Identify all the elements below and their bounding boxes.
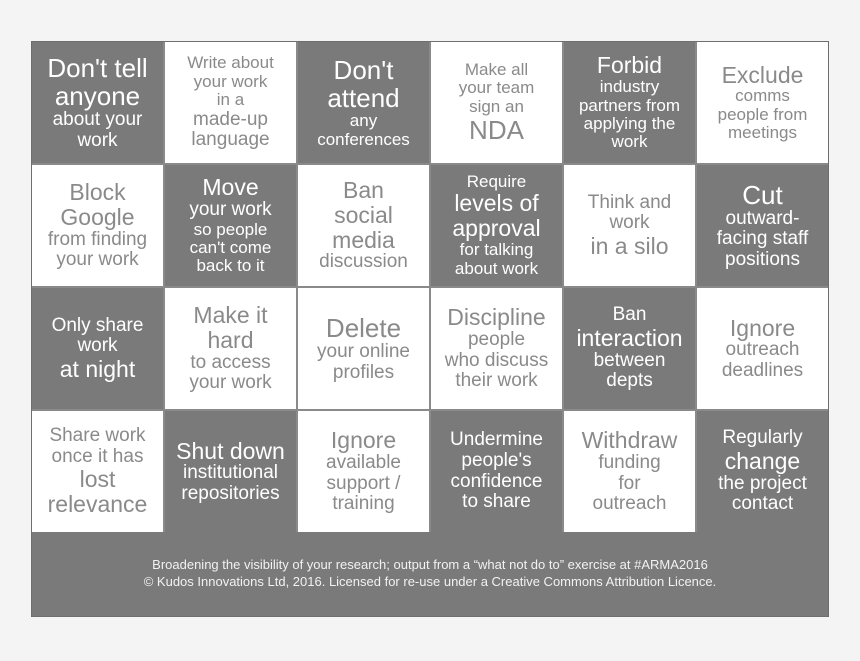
bingo-cell bbox=[298, 288, 429, 409]
cell-text-line: to share bbox=[462, 491, 531, 513]
cell-text-line: hard bbox=[207, 326, 254, 353]
bingo-cell bbox=[165, 42, 296, 163]
cell-text-line: discussion bbox=[319, 251, 408, 273]
cell-text-line: can't come bbox=[189, 237, 272, 257]
cell-text-line: relevance bbox=[47, 491, 148, 518]
bingo-cell bbox=[697, 42, 828, 163]
cell-text-line: change bbox=[724, 447, 801, 474]
cell-text-line: your team bbox=[458, 78, 535, 98]
cell-text-line: institutional bbox=[182, 462, 279, 484]
bingo-cell bbox=[431, 288, 562, 409]
cell-text-line: levels of bbox=[454, 190, 539, 217]
bingo-cell bbox=[298, 42, 429, 163]
cell-text-line: Ignore bbox=[729, 314, 796, 341]
bingo-cell bbox=[32, 42, 163, 163]
cell-text-line: support / bbox=[326, 472, 401, 494]
cell-text-line: industry bbox=[599, 77, 660, 97]
cell-text-line: Share work bbox=[49, 425, 146, 447]
cell-text-line: your work bbox=[189, 372, 272, 394]
bingo-cell bbox=[697, 288, 828, 409]
cell-text-line: in a bbox=[216, 90, 245, 110]
cell-text-line: Ignore bbox=[330, 427, 397, 454]
cell-text-line: work bbox=[611, 132, 648, 152]
cell-text-line: approval bbox=[452, 215, 541, 242]
cell-text-line: partners from bbox=[578, 95, 681, 115]
cell-text-line: to access bbox=[190, 351, 271, 373]
footer-line-1: Broadening the visibility of your research; output from a “what not do to” exercise at #ARMA2016 bbox=[152, 557, 708, 573]
cell-text-line: Regularly bbox=[722, 427, 803, 449]
bingo-board bbox=[31, 41, 829, 617]
bingo-cell bbox=[431, 411, 562, 532]
bingo-cell bbox=[32, 411, 163, 532]
cell-text-line: Make it bbox=[193, 302, 268, 329]
cell-text-line: outreach bbox=[725, 339, 800, 361]
cell-text-line: who discuss bbox=[444, 349, 549, 371]
bingo-cell bbox=[298, 165, 429, 286]
cell-text-line: work bbox=[77, 129, 118, 151]
cell-text-line: meetings bbox=[728, 123, 797, 143]
bingo-cell bbox=[697, 165, 828, 286]
cell-text-line: Only share bbox=[51, 314, 144, 336]
cell-text-line: your work bbox=[189, 199, 272, 221]
cell-text-line: language bbox=[191, 129, 270, 151]
bingo-cell bbox=[564, 288, 695, 409]
bingo-cell bbox=[32, 165, 163, 286]
bingo-cell bbox=[431, 42, 562, 163]
cell-text-line: Write about bbox=[187, 53, 274, 73]
cell-text-line: outward- bbox=[725, 207, 800, 229]
cell-text-line: Withdraw bbox=[581, 427, 678, 454]
cell-text-line: in a silo bbox=[590, 232, 669, 259]
cell-text-line: deadlines bbox=[721, 359, 804, 381]
cell-text-line: training bbox=[332, 493, 395, 515]
cell-text-line: outreach bbox=[592, 493, 667, 515]
cell-text-line: once it has bbox=[51, 445, 144, 467]
cell-text-line: repositories bbox=[181, 482, 280, 504]
cell-text-line: available bbox=[326, 452, 401, 474]
cell-text-line: work bbox=[77, 335, 118, 357]
bingo-cell bbox=[564, 411, 695, 532]
bingo-cell bbox=[165, 288, 296, 409]
cell-text-line: attend bbox=[327, 83, 400, 114]
cell-text-line: Google bbox=[60, 203, 135, 230]
cell-text-line: Require bbox=[466, 172, 527, 192]
cell-text-line: made-up bbox=[193, 108, 268, 130]
cell-text-line: people from bbox=[717, 104, 808, 124]
cell-text-line: conferences bbox=[317, 129, 410, 149]
cell-text-line: NDA bbox=[469, 115, 524, 145]
cell-text-line: Discipline bbox=[447, 304, 546, 331]
bingo-cell bbox=[298, 411, 429, 532]
cell-text-line: Make all bbox=[464, 59, 529, 79]
cell-text-line: Think and bbox=[587, 191, 672, 213]
cell-text-line: any bbox=[349, 111, 378, 131]
cell-text-line: work bbox=[609, 212, 650, 234]
bingo-cell bbox=[165, 165, 296, 286]
cell-text-line: your work bbox=[193, 71, 268, 91]
cell-text-line: about work bbox=[454, 258, 539, 278]
cell-text-line: comms bbox=[735, 86, 790, 106]
cell-text-line: Shut down bbox=[176, 437, 285, 464]
cell-text-line: back to it bbox=[196, 256, 265, 276]
cell-text-line: people's bbox=[461, 449, 532, 471]
cell-text-line: Don't tell bbox=[47, 52, 148, 83]
bingo-grid bbox=[32, 42, 828, 532]
cell-text-line: social bbox=[334, 201, 393, 228]
cell-text-line: Ban bbox=[612, 304, 647, 326]
cell-text-line: sign an bbox=[469, 96, 524, 116]
cell-text-line: Delete bbox=[325, 312, 402, 343]
cell-text-line: interaction bbox=[576, 324, 683, 351]
board-footer bbox=[32, 532, 828, 616]
bingo-cell bbox=[564, 165, 695, 286]
cell-text-line: Block bbox=[69, 179, 126, 206]
bingo-cell bbox=[564, 42, 695, 163]
cell-text-line: lost bbox=[79, 466, 116, 493]
cell-text-line: at night bbox=[59, 355, 136, 382]
cell-text-line: your online bbox=[317, 341, 410, 363]
bingo-cell bbox=[697, 411, 828, 532]
bingo-cell bbox=[431, 165, 562, 286]
cell-text-line: profiles bbox=[332, 361, 395, 383]
cell-text-line: depts bbox=[606, 370, 653, 392]
cell-text-line: anyone bbox=[54, 80, 141, 111]
cell-text-line: positions bbox=[725, 248, 800, 270]
cell-text-line: from finding bbox=[47, 228, 148, 250]
cell-text-line: between bbox=[593, 349, 666, 371]
cell-text-line: applying the bbox=[583, 113, 676, 133]
bingo-cell bbox=[165, 411, 296, 532]
cell-text-line: for talking bbox=[459, 240, 534, 260]
cell-text-line: the project bbox=[718, 472, 807, 494]
cell-text-line: contact bbox=[731, 493, 794, 515]
cell-text-line: confidence bbox=[450, 470, 543, 492]
cell-text-line: people bbox=[467, 329, 526, 351]
cell-text-line: Cut bbox=[742, 179, 783, 210]
cell-text-line: media bbox=[332, 226, 395, 253]
cell-text-line: about your bbox=[52, 109, 143, 131]
cell-text-line: their work bbox=[455, 370, 538, 392]
cell-text-line: for bbox=[618, 472, 641, 494]
cell-text-line: Forbid bbox=[596, 52, 663, 79]
cell-text-line: Exclude bbox=[721, 61, 804, 88]
footer-line-2: © Kudos Innovations Ltd, 2016. Licensed for re-use under a Creative Commons Attribution Licence. bbox=[143, 574, 717, 589]
cell-text-line: funding bbox=[598, 452, 661, 474]
cell-text-line: your work bbox=[56, 249, 139, 271]
cell-text-line: Ban bbox=[343, 177, 384, 203]
cell-text-line: Move bbox=[202, 174, 259, 201]
cell-text-line: facing staff bbox=[716, 228, 809, 250]
bingo-cell bbox=[32, 288, 163, 409]
cell-text-line: Undermine bbox=[450, 429, 543, 451]
cell-text-line: so people bbox=[193, 219, 268, 239]
cell-text-line: Don't bbox=[333, 55, 394, 86]
